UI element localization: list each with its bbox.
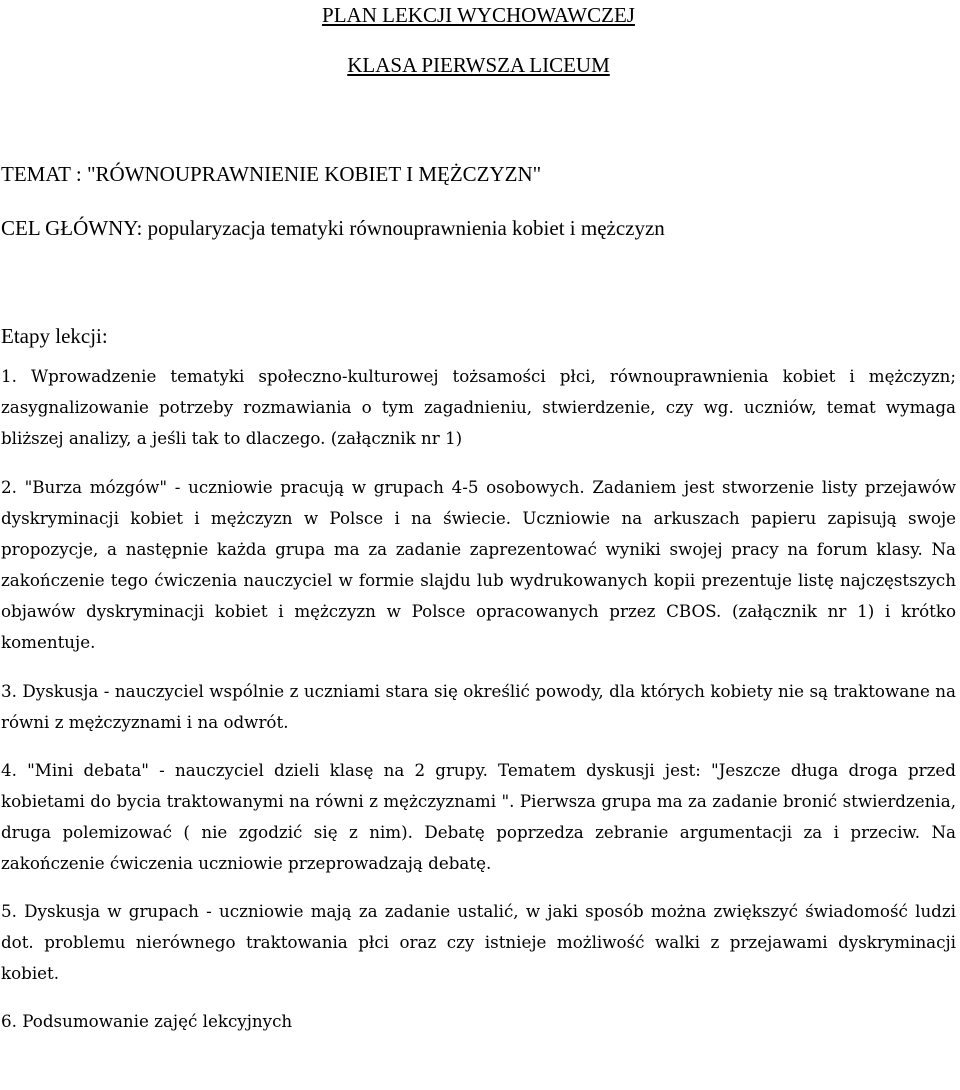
lesson-stage-5: 5. Dyskusja w grupach - uczniowie mają za zadanie ustalić, w jaki sposób można zwiększyć świadomość ludzi dot. problemu nierównego traktowania płci oraz czy istnieje możliwość walki z przejawami dyskryminacji kobiet. (1, 901, 956, 983)
lesson-stage-2: 2. "Burza mózgów" - uczniowie pracują w grupach 4-5 osobowych. Zadaniem jest stworzenie listy przejawów dyskryminacji kobiet i mężczyzn w Polsce i na świecie. Uczniowie na arkuszach papieru zapisują swoje propozycje, a następnie każda grupa ma za zadanie zaprezentować wyniki swojej pracy na forum klasy. Na zakończenie tego ćwiczenia nauczyciel w formie slajdu lub wydrukowanych kopii prezentuje listę najczęstszych objawów dyskryminacji kobiet i mężczyzn w Polsce opracowanych przez CBOS. (załącznik nr 1) i krótko komentuje. (1, 477, 956, 652)
document-subtitle: KLASA PIERWSZA LICEUM (347, 53, 610, 77)
lesson-stage-3: 3. Dyskusja - nauczyciel wspólnie z uczniami stara się określić powody, dla których kobiety nie są traktowane na równi z mężczyznami i na odwrót. (1, 681, 956, 732)
lesson-stage-1: 1. Wprowadzenie tematyki społeczno-kulturowej tożsamości płci, równouprawnienia kobiet i mężczyzn; zasygnalizowanie potrzeby rozmawiania o tym zagadnieniu, stwierdzenie, czy wg. uczniów, temat wymaga bliższej analizy, a jeśli tak to dlaczego. (załącznik nr 1) (1, 366, 956, 448)
lesson-stage-4: 4. "Mini debata" - nauczyciel dzieli klasę na 2 grupy. Tematem dyskusji jest: "Jeszcze długa droga przed kobietami do bycia traktowanymi na równi z mężczyznami ". Pierwsza grupa ma za zadanie bronić stwierdzenia, druga polemizować ( nie zgodzić się z nim). Debatę poprzedza zebranie argumentacji za i przeciw. Na zakończenie ćwiczenia uczniowie przeprowadzają debatę. (1, 760, 956, 873)
lesson-main-goal: CEL GŁÓWNY: popularyzacja tematyki równouprawnienia kobiet i mężczyzn (1, 216, 665, 240)
document-title: PLAN LEKCJI WYCHOWAWCZEJ (322, 3, 635, 27)
lesson-stage-6: 6. Podsumowanie zajęć lekcyjnych (1, 1011, 293, 1031)
stages-heading: Etapy lekcji: (1, 324, 108, 348)
lesson-topic: TEMAT : "RÓWNOUPRAWNIENIE KOBIET I MĘŻCZYZN" (1, 162, 542, 186)
